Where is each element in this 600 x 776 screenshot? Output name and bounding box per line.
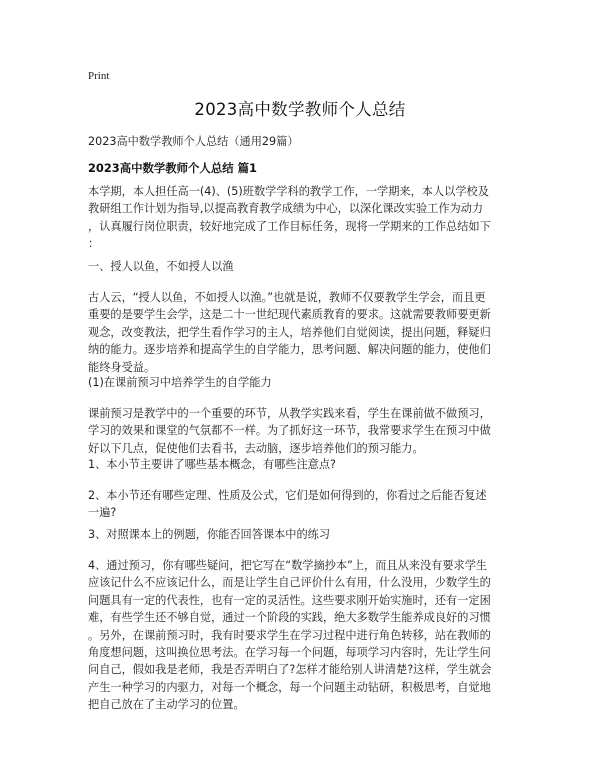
text-line: 本学期，本人担任高一(4)、(5)班数学学科的教学工作，一学期来，本人以学校及	[88, 185, 489, 198]
document-title: 2023高中数学教师个人总结	[194, 100, 406, 119]
quote-paragraph	[88, 289, 520, 376]
text-line: 教研组工作计划为指导,以提高教育教学成绩为中心，以深化课改实验工作为动力	[88, 202, 484, 216]
question-three: 3、对照课本上的例题，你能否回答课本中的练习	[88, 528, 331, 541]
text-line: 能终身受益。	[88, 360, 156, 374]
document-subtitle: 2023高中数学教师个人总结（通用29篇）	[88, 135, 299, 148]
text-line: 观念，改变教法，把学生看作学习的主人，培养他们自觉阅读，提出问题，释疑归	[88, 325, 491, 339]
text-line: 产生一种学习的内驱力，对每一个概念，每一个问题主动钻研，积极思考，自觉地	[88, 680, 491, 694]
print-label: Print	[88, 70, 110, 82]
text-line: 把自己放在了主动学习的位置。	[88, 698, 245, 712]
text-line: 角度想问题，这叫换位思考法。在学习每一个问题，每项学习内容时，先让学生问	[88, 646, 491, 660]
text-line: ，认真履行岗位职责，较好地完成了工作目标任务，现将一学期来的工作总结如下	[88, 219, 491, 233]
heading-one: 一、授人以鱼，不如授人以渔	[88, 260, 234, 273]
question-one: 1、本小节主要讲了哪些基本概念，有哪些注意点?	[88, 458, 336, 471]
text-line: 学习的效果和课堂的气氛都不一样。为了抓好这一环节，我常要求学生在预习中做	[88, 424, 491, 438]
text-line: 问自己，假如我是老师，我是否弄明白了?怎样才能给别人讲清楚?这样，学生就会	[88, 663, 492, 677]
text-line: 。另外，在课前预习时，我有时要求学生在学习过程中进行角色转移，站在教师的	[88, 628, 491, 642]
text-line: 课前预习是教学中的一个重要的环节，从教学实践来看，学生在课前做不做预习，	[88, 407, 491, 420]
heading-two: (1)在课前预习中培养学生的自学能力	[88, 376, 272, 389]
intro-paragraph	[88, 183, 520, 253]
text-line: 一遍?	[88, 506, 117, 520]
text-line: 4、通过预习，你有哪些疑问，把它写在“数学摘抄本”上，而且从来没有要求学生	[88, 559, 488, 572]
text-line: 难，有些学生还不够自觉，通过一个阶段的实践，绝大多数学生能养成良好的习惯	[88, 611, 491, 625]
text-line: 2、本小节还有哪些定理、性质及公式，它们是如何得到的，你看过之后能否复述	[88, 489, 487, 502]
text-line: 重要的是要学生会学，这是二十一世纪现代素质教育的要求。这就需要教师要更新	[88, 308, 491, 322]
text-line: 古人云，“授人以鱼，不如授人以渔。”也就是说，教师不仅要教学生学会，而且更	[88, 291, 486, 304]
text-line: 应该记什么不应该记什么，而是让学生自己评价什么有用，什么没用，少数学生的	[88, 576, 491, 590]
text-line: 纳的能力。逐步培养和提高学生的自学能力，思考问题、解决问题的能力，使他们	[88, 343, 491, 357]
point-four-paragraph	[88, 557, 520, 714]
preview-paragraph	[88, 405, 520, 457]
text-line: 好以下几点，促使他们去看书，去动脑，逐步培养他们的预习能力。	[88, 441, 424, 455]
question-two	[88, 487, 520, 522]
section-heading: 2023高中数学教师个人总结 篇1	[88, 161, 257, 175]
text-line: 问题具有一定的代表性，也有一定的灵活性。这些要求刚开始实施时，还有一定困	[88, 593, 491, 607]
text-line: ：	[88, 237, 100, 251]
